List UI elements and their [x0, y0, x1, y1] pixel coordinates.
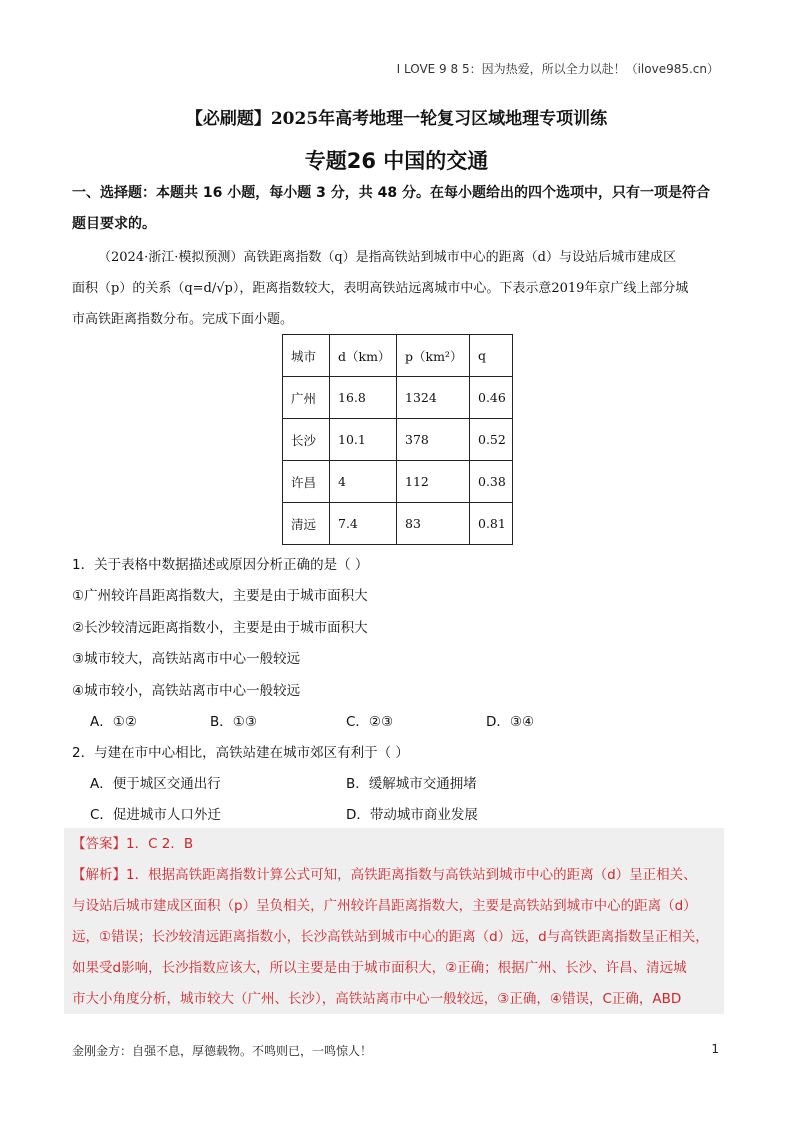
analysis-line: 市大小角度分析，城市较大（广州、长沙），高铁站离市中心一般较远，③正确，④错误，C正确，ABD	[72, 991, 682, 1007]
table-cell: 16.8	[330, 377, 397, 419]
answer-line: 【答案】1．C 2．B	[72, 836, 194, 852]
footer-motto: 金刚金方：自强不息，厚德载物。不鸣则已，一鸣惊人！	[72, 1044, 373, 1058]
table-cell: 4	[330, 461, 397, 503]
question-2-option-a[interactable]: A．便于城区交通出行	[90, 776, 221, 792]
question-2-option-c[interactable]: C．促进城市人口外迁	[90, 807, 221, 823]
table-header-cell: 城市	[283, 335, 330, 377]
table-cell: 378	[397, 419, 470, 461]
question-1-stem: 1．关于表格中数据描述或原因分析正确的是（ ）	[72, 557, 369, 573]
table-row	[283, 461, 513, 503]
table-cell: 0.52	[470, 419, 513, 461]
question-1-statement: ③城市较大，高铁站离市中心一般较远	[72, 651, 301, 667]
passage-line2: 面积（p）的关系（q=d/√p），距离指数较大，表明高铁站远离城市中心。下表示意2019年京广线上部分城	[72, 281, 689, 296]
table-cell: 清远	[283, 503, 330, 545]
table-cell: 0.46	[470, 377, 513, 419]
passage-line3: 市高铁距离指数分布。完成下面小题。	[72, 312, 294, 327]
section-heading-line1: 一、选择题：本题共 16 小题，每小题 3 分，共 48 分。在每小题给出的四个选项中，只有一项是符合	[72, 185, 710, 201]
passage-line1: （2024·浙江·模拟预测）高铁距离指数（q）是指高铁站到城市中心的距离（d）与设站后城市建成区	[98, 250, 676, 265]
table-header-cell: q	[470, 335, 513, 377]
table-cell: 0.38	[470, 461, 513, 503]
table-cell: 83	[397, 503, 470, 545]
table-cell: 长沙	[283, 419, 330, 461]
table-cell: 0.81	[470, 503, 513, 545]
table-row	[283, 503, 513, 545]
question-2-stem: 2．与建在市中心相比，高铁站建在城市郊区有利于（ ）	[72, 745, 409, 761]
question-2-option-b[interactable]: B．缓解城市交通拥堵	[346, 776, 477, 792]
table-header-cell: d（km）	[330, 335, 397, 377]
table-cell: 1324	[397, 377, 470, 419]
question-1-option-a[interactable]: A．①②	[90, 714, 137, 730]
analysis-line: 【解析】1．根据高铁距离指数计算公式可知，高铁距离指数与高铁站到城市中心的距离（d）呈正相关、	[72, 867, 697, 883]
question-1-option-b[interactable]: B．①③	[210, 714, 257, 730]
table-cell: 10.1	[330, 419, 397, 461]
document-title: 【必刷题】2025年高考地理一轮复习区域地理专项训练	[185, 109, 608, 129]
table-cell: 112	[397, 461, 470, 503]
table-cell: 广州	[283, 377, 330, 419]
analysis-line: 与设站后城市建成区面积（p）呈负相关，广州较许昌距离指数大，主要是高铁站到城市中心的距离（d）	[72, 898, 697, 914]
table-row	[283, 419, 513, 461]
data-table	[282, 334, 513, 545]
page-number: 1	[711, 1042, 719, 1056]
table-row	[283, 377, 513, 419]
analysis-line: 如果受d影响，长沙指数应该大，所以主要是由于城市面积大，②正确；根据广州、长沙、许昌、清远城	[72, 960, 687, 976]
table-header-cell: p（km²）	[397, 335, 470, 377]
topic-title: 专题26 中国的交通	[304, 149, 489, 173]
question-1-statement: ④城市较小，高铁站离市中心一般较远	[72, 683, 301, 699]
question-1-statement: ②长沙较清远距离指数小，主要是由于城市面积大	[72, 620, 368, 636]
question-1-option-d[interactable]: D．③④	[486, 714, 535, 730]
table-header-row	[283, 335, 513, 377]
table-cell: 许昌	[283, 461, 330, 503]
section-heading-line2: 题目要求的。	[72, 216, 156, 232]
question-1-option-c[interactable]: C．②③	[346, 714, 394, 730]
question-2-option-d[interactable]: D．带动城市商业发展	[346, 807, 478, 823]
analysis-line: 远，①错误；长沙较清远距离指数小，长沙高铁站到城市中心的距离（d）远，d与高铁距离指数呈正相关，	[72, 929, 709, 945]
header-site-note: I LOVE 9 8 5：因为热爱，所以全力以赴！（ilove985.cn）	[396, 62, 719, 76]
question-1-statement: ①广州较许昌距离指数大，主要是由于城市面积大	[72, 588, 368, 604]
table-cell: 7.4	[330, 503, 397, 545]
